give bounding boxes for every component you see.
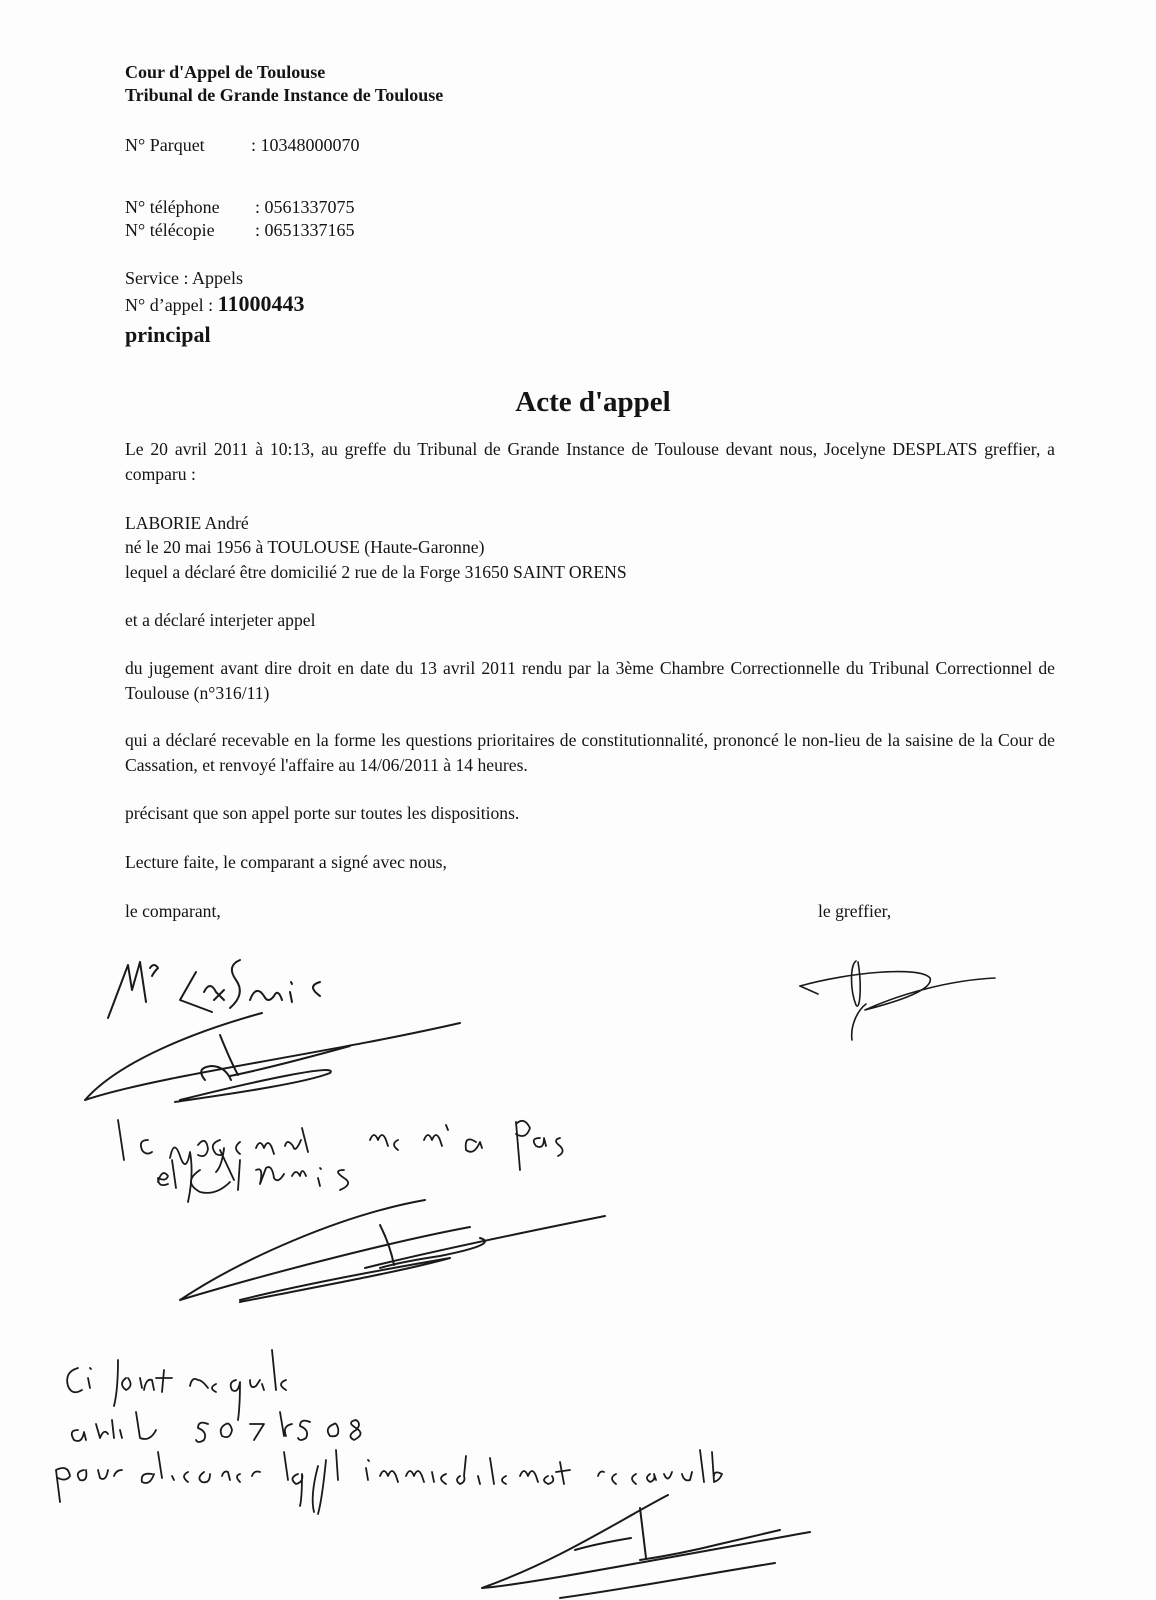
judgment-paragraph: du jugement avant dire droit en date du 13 avril 2011 rendu par la 3ème Chambre Correctionnelle du Tribunal Correctionnel de Toulouse (n°316/11)	[125, 658, 1055, 703]
handwritten-note-request	[56, 1350, 722, 1514]
appeal-number-value: 11000443	[217, 291, 305, 316]
appeal-type: principal	[125, 322, 211, 347]
tribunal-name: Tribunal de Grande Instance de Toulouse	[125, 85, 444, 105]
greffier-label: le greffier,	[818, 901, 892, 921]
phone-label: N° téléphone	[125, 197, 220, 217]
handwritten-name	[108, 960, 320, 1018]
scope-paragraph: précisant que son appel porte sur toutes les dispositions.	[125, 803, 520, 823]
parquet-value: : 10348000070	[251, 135, 360, 155]
appeal-declaration: et a déclaré interjeter appel	[125, 610, 316, 630]
phone-value: : 0561337075	[255, 197, 355, 217]
comparant-signature	[85, 1013, 460, 1102]
appellant-address: lequel a déclaré être domicilié 2 rue de la Forge 31650 SAINT ORENS	[125, 562, 627, 582]
comparant-label: le comparant,	[125, 901, 221, 921]
court-name: Cour d'Appel de Toulouse	[125, 62, 326, 82]
appellant-name: LABORIE André	[125, 513, 249, 533]
comparant-signature-2	[180, 1200, 605, 1302]
handwritten-note-judgment	[118, 1120, 563, 1202]
greffier-signature	[800, 961, 995, 1040]
document-title: Acte d'appel	[515, 386, 671, 418]
parquet-label: N° Parquet	[125, 135, 205, 155]
fax-label: N° télécopie	[125, 220, 215, 240]
appeal-label: N° d’appel :	[125, 295, 218, 315]
reading-paragraph: Lecture faite, le comparant a signé avec nous,	[125, 852, 447, 872]
fax-value: : 0651337165	[255, 220, 355, 240]
intro-paragraph: Le 20 avril 2011 à 10:13, au greffe du Tribunal de Grande Instance de Toulouse devant nous, Jocelyne DESPLATS greffier, a comparu :	[125, 439, 1055, 484]
comparant-signature-3	[482, 1495, 810, 1598]
service: Service : Appels	[125, 268, 243, 288]
appellant-birth: né le 20 mai 1956 à TOULOUSE (Haute-Garonne)	[125, 537, 485, 557]
decision-paragraph: qui a déclaré recevable en la forme les questions prioritaires de constitutionnalité, prononcé le non-lieu de la saisine de la Cour de Cassation, et renvoyé l'affaire au 14/06/2011 à 14 heures.	[125, 730, 1055, 775]
